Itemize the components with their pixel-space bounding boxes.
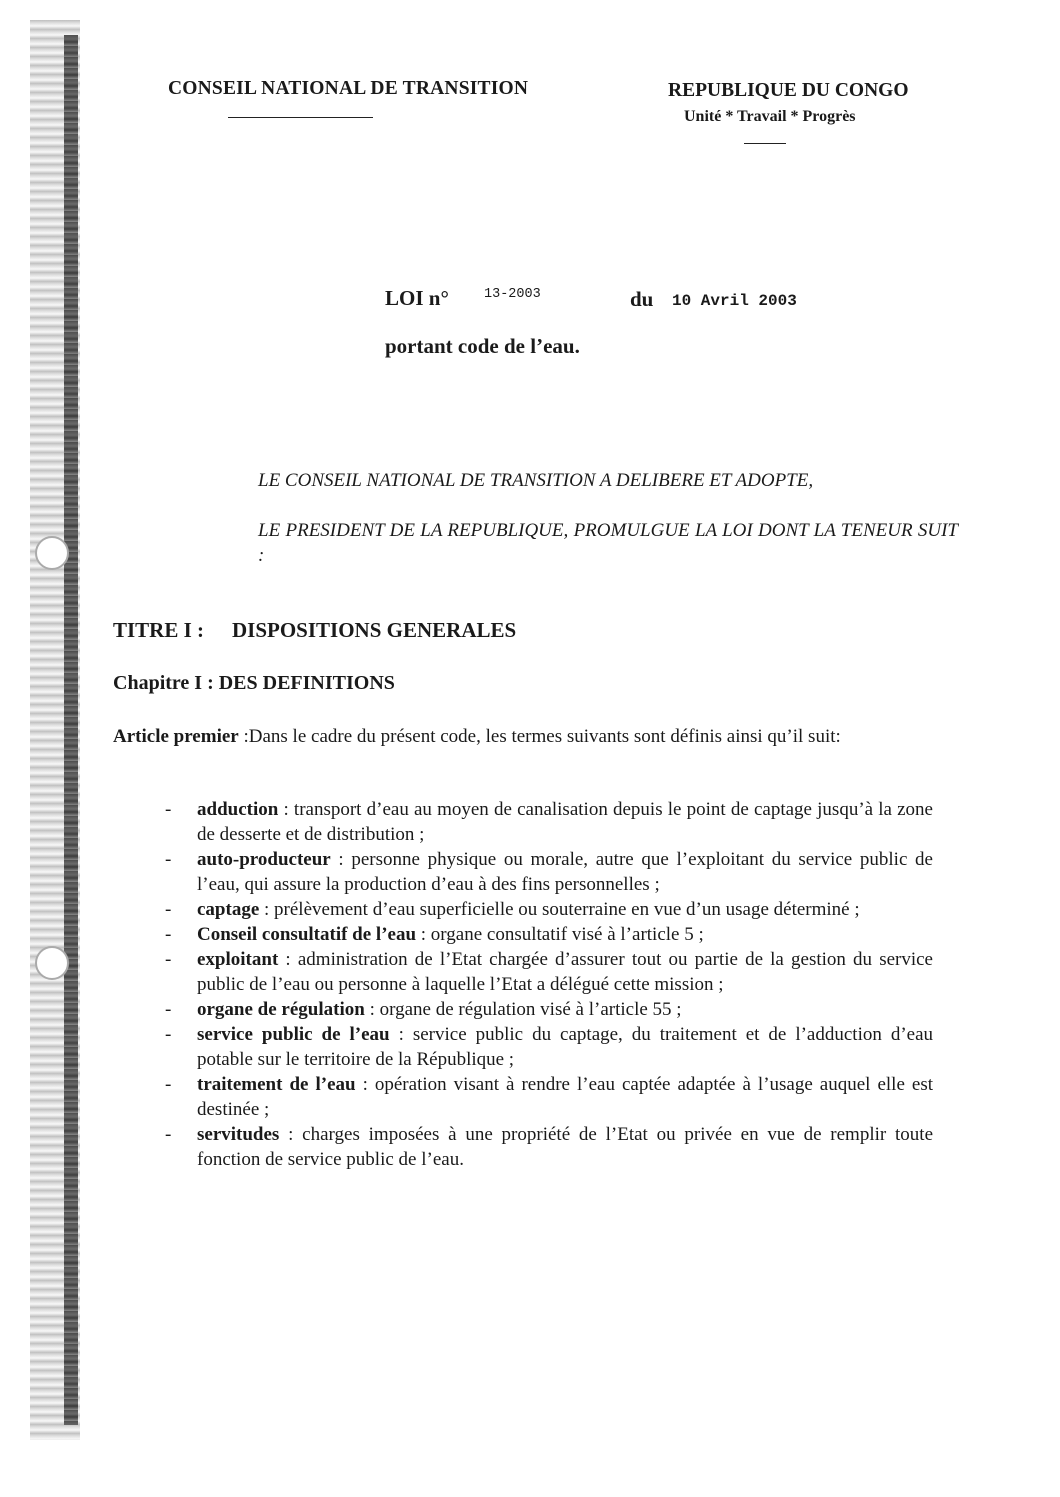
list-dash: -	[165, 1124, 172, 1145]
definition-term: Conseil consultatif de l’eau	[197, 924, 417, 945]
list-dash: -	[165, 949, 172, 970]
binder-hole	[35, 946, 69, 980]
list-item	[165, 997, 933, 1022]
list-dash: -	[165, 899, 172, 920]
article-first	[113, 724, 931, 749]
definition-text: : service public du captage, du traitement et de l’adduction d’eau potable sur le territoire de la République ;	[197, 1024, 934, 1070]
definition-term: adduction	[197, 799, 279, 820]
definition-term: servitudes	[197, 1124, 280, 1145]
preamble-adoption: LE CONSEIL NATIONAL DE TRANSITION A DELIBERE ET ADOPTE,	[258, 470, 814, 491]
definition-text: : prélèvement d’eau superficielle ou souterraine en vue d’un usage déterminé ;	[259, 899, 860, 920]
scan-binding-strip	[64, 35, 78, 1425]
list-dash: -	[165, 799, 172, 820]
definition-text: : opération visant à rendre l’eau captée adaptée à l’usage auquel elle est destinée ;	[197, 1074, 933, 1120]
list-dash: -	[165, 1024, 172, 1045]
list-item	[165, 1072, 933, 1122]
definition-term: exploitant	[197, 949, 279, 970]
definition-term: service public de l’eau	[197, 1024, 390, 1045]
definition-term: captage	[197, 899, 260, 920]
preamble-promulgation: LE PRESIDENT DE LA REPUBLIQUE, PROMULGUE LA LOI DONT LA TENEUR SUIT :	[258, 520, 958, 566]
list-item	[165, 847, 933, 897]
title-heading	[113, 618, 516, 643]
definition-text: : administration de l’Etat chargée d’assurer tout ou partie de la gestion du service public de l’eau ou personne à laquelle l’Etat a délégué cette mission ;	[197, 949, 933, 995]
binder-hole	[35, 536, 69, 570]
list-dash: -	[165, 999, 172, 1020]
chapter-heading: Chapitre I : DES DEFINITIONS	[113, 672, 395, 694]
list-item	[165, 1122, 933, 1172]
law-label: LOI n°	[385, 286, 449, 310]
list-item	[165, 922, 933, 947]
list-dash: -	[165, 849, 172, 870]
law-date: 10 Avril 2003	[672, 292, 797, 310]
header-divider	[228, 117, 373, 118]
law-date-prefix: du	[630, 287, 654, 311]
national-motto: Unité * Travail * Progrès	[684, 108, 856, 125]
definition-term: auto-producteur	[197, 849, 331, 870]
definition-text: : personne physique ou morale, autre que l’exploitant du service public de l’eau, qui assure la production d’eau à des fins personnelles ;	[197, 849, 933, 895]
issuing-body: CONSEIL NATIONAL DE TRANSITION	[168, 78, 529, 99]
header-divider	[744, 143, 786, 144]
definition-text: : charges imposées à une propriété de l’Etat ou privée en vue de remplir toute fonction de service public de l’eau.	[197, 1124, 933, 1170]
definition-term: traitement de l’eau	[197, 1074, 356, 1095]
definition-text: : organe de régulation visé à l’article 55 ;	[364, 999, 682, 1020]
definitions-list	[165, 797, 933, 1172]
list-item	[165, 797, 933, 847]
definition-text: : transport d’eau au moyen de canalisation depuis le point de captage jusqu’à la zone de desserte et de distribution ;	[197, 799, 933, 845]
list-dash: -	[165, 924, 172, 945]
definition-term: organe de régulation	[197, 999, 365, 1020]
country-name: REPUBLIQUE DU CONGO	[668, 80, 909, 101]
list-item	[165, 897, 933, 922]
article-intro: :Dans le cadre du présent code, les termes suivants sont définis ainsi qu’il suit:	[238, 726, 841, 747]
list-item	[165, 947, 933, 997]
title-name: DISPOSITIONS GENERALES	[232, 618, 517, 642]
title-number: TITRE I :	[113, 618, 205, 642]
definition-text: : organe consultatif visé à l’article 5 ;	[416, 924, 704, 945]
list-dash: -	[165, 1074, 172, 1095]
law-number: 13-2003	[484, 287, 541, 302]
article-label: Article premier	[113, 726, 239, 747]
list-item	[165, 1022, 933, 1072]
law-subject: portant code de l’eau.	[385, 334, 580, 358]
